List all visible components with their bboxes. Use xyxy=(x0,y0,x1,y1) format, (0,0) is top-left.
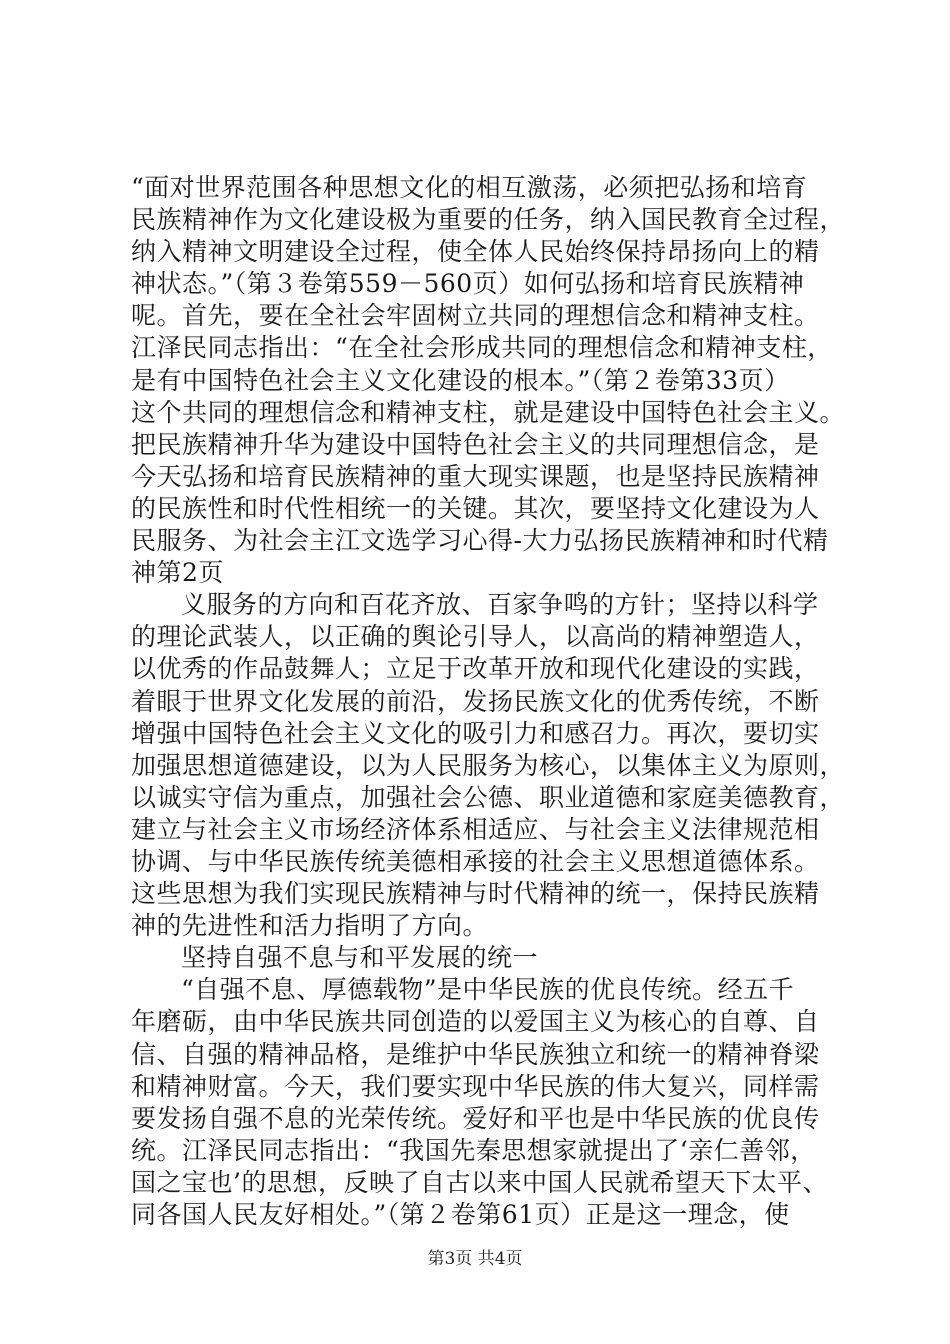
text-line: 以诚实守信为重点，加强社会公德、职业道德和家庭美德教育， xyxy=(131,782,846,812)
text-line: 义服务的方向和百花齐放、百家争鸣的方针；坚持以科学 xyxy=(181,590,819,620)
text-line: 建立与社会主义市场经济体系相适应、与社会主义法律规范相 xyxy=(131,814,820,844)
text-line: 神状态。”（第３卷第559－560页）如何弘扬和培育民族精神 xyxy=(131,269,805,299)
text-line: 协调、与中华民族传统美德相承接的社会主义思想道德体系。 xyxy=(131,846,820,876)
text-line: 的理论武装人，以正确的舆论引导人，以高尚的精神塑造人， xyxy=(131,622,820,652)
text-line: 统。江泽民同志指出：“我国先秦思想家就提出了‘亲仁善邻， xyxy=(131,1135,816,1165)
text-line: 民族精神作为文化建设极为重要的任务，纳入国民教育全过程， xyxy=(131,205,846,235)
text-line: 这些思想为我们实现民族精神与时代精神的统一，保持民族精 xyxy=(131,879,820,909)
text-line: 把民族精神升华为建设中国特色社会主义的共同理想信念，是 xyxy=(131,429,820,459)
text-line: 着眼于世界文化发展的前沿，发扬民族文化的优秀传统，不断 xyxy=(131,686,820,716)
text-line: 纳入精神文明建设全过程，使全体人民始终保持昂扬向上的精 xyxy=(131,237,820,267)
text-line: 同各国人民友好相处。”（第２卷第61页）正是这一理念，使 xyxy=(131,1200,790,1229)
text-line: 增强中国特色社会主义文化的吸引力和感召力。再次，要切实 xyxy=(131,718,820,748)
text-line: 的民族性和时代性相统一的关键。其次，要坚持文化建设为人 xyxy=(131,493,820,523)
text-line: 信、自强的精神品格，是维护中华民族独立和统一的精神脊梁 xyxy=(131,1039,820,1069)
text-line: 年磨砺，由中华民族共同创造的以爱国主义为核心的自尊、自 xyxy=(131,1007,820,1037)
text-line: 和精神财富。今天，我们要实现中华民族的伟大复兴，同样需 xyxy=(131,1071,820,1101)
body-text xyxy=(131,172,846,1231)
text-line: 是有中国特色社会主义文化建设的根本。”（第２卷第33页） xyxy=(131,365,790,395)
text-line: “自强不息、厚德载物”是中华民族的优良传统。经五千 xyxy=(181,975,795,1005)
text-line: 国之宝也’的思想，反映了自古以来中国人民就希望天下太平、 xyxy=(131,1167,828,1197)
text-line: 神第2页 xyxy=(131,558,224,588)
page-footer: 第3页 共4页 xyxy=(427,1249,523,1269)
text-line: 这个共同的理想信念和精神支柱，就是建设中国特色社会主义。 xyxy=(131,397,846,427)
text-line: 呢。首先，要在全社会牢固树立共同的理想信念和精神支柱。 xyxy=(131,301,820,331)
text-line: 加强思想道德建设，以为人民服务为核心，以集体主义为原则， xyxy=(131,750,846,780)
section-heading: 坚持自强不息与和平发展的统一 xyxy=(181,943,539,973)
text-line: 民服务、为社会主江文选学习心得-大力弘扬民族精神和时代精 xyxy=(131,526,829,556)
text-line: 今天弘扬和培育民族精神的重大现实课题，也是坚持民族精神 xyxy=(131,461,820,491)
text-line: “面对世界范围各种思想文化的相互激荡，必须把弘扬和培育 xyxy=(131,173,808,202)
text-line: 要发扬自强不息的光荣传统。爱好和平也是中华民族的优良传 xyxy=(131,1103,820,1133)
text-line: 江泽民同志指出：“在全社会形成共同的理想信念和精神支柱， xyxy=(131,333,833,363)
text-line: 神的先进性和活力指明了方向。 xyxy=(131,911,489,941)
text-line: 以优秀的作品鼓舞人；立足于改革开放和现代化建设的实践， xyxy=(131,654,820,684)
